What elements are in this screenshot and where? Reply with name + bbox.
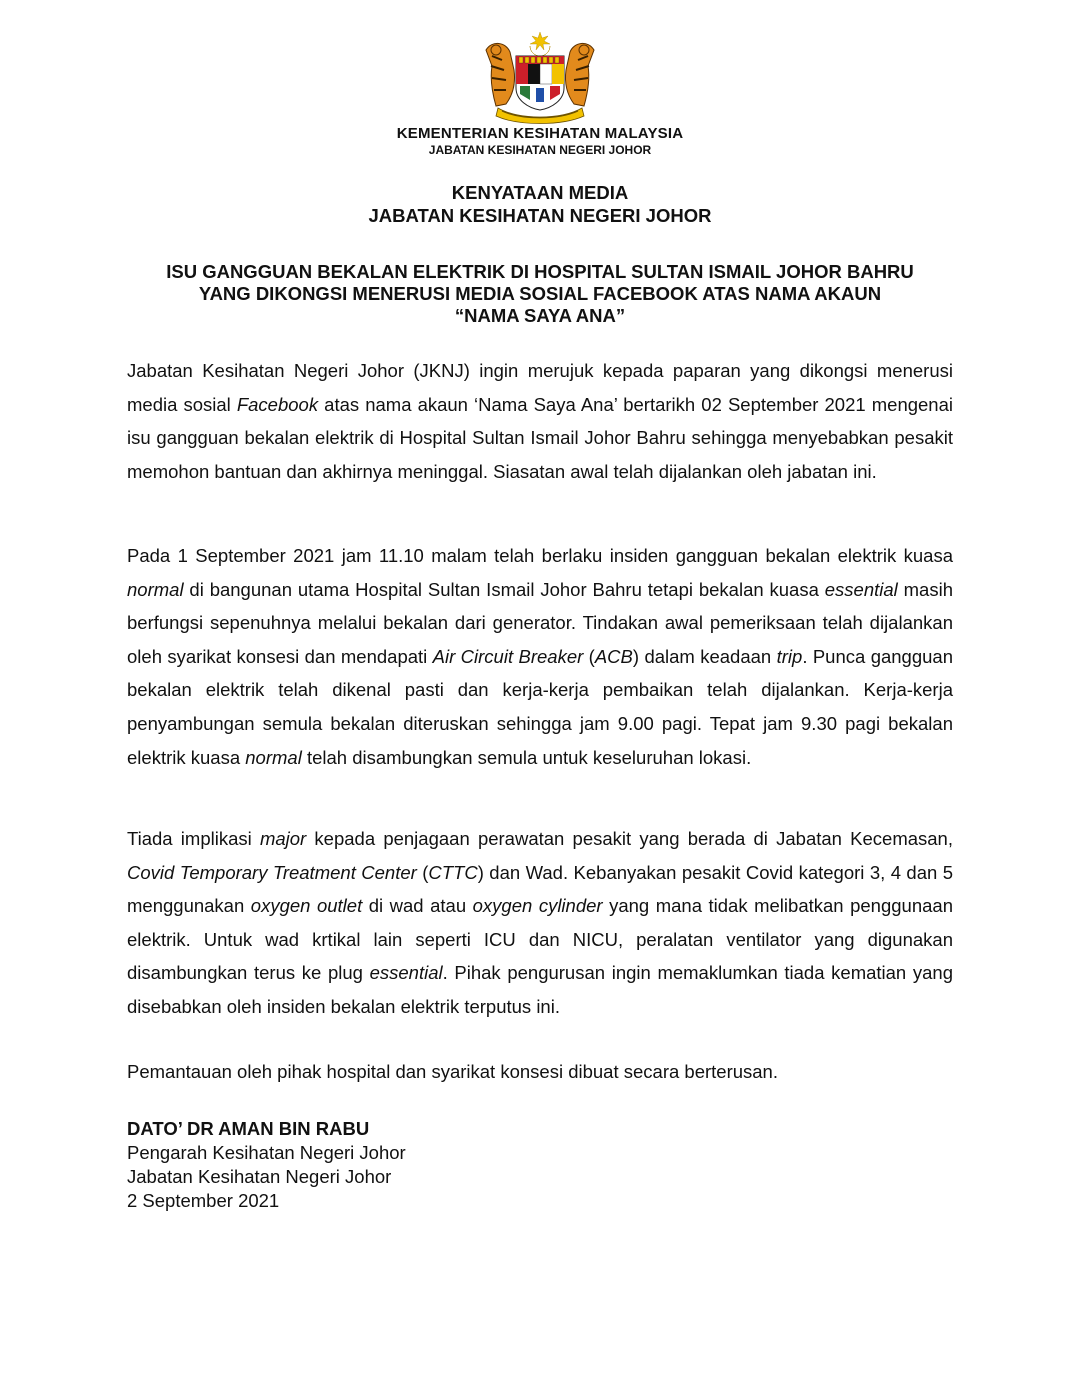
subject-line-3: “NAMA SAYA ANA”	[454, 305, 626, 326]
statement-title: KENYATAAN MEDIA	[451, 182, 629, 203]
ministry-name: KEMENTERIAN KESIHATAN MALAYSIA	[396, 125, 684, 142]
subject-line-2: YANG DIKONGSI MENERUSI MEDIA SOSIAL FACEBOOK ATAS NAMA AKAUN	[198, 283, 882, 304]
signatory-name: DATO’ DR AMAN BIN RABU	[127, 1118, 370, 1139]
signatory-title: Pengarah Kesihatan Negeri Johor	[127, 1142, 406, 1163]
coat-of-arms-logo	[478, 30, 602, 126]
statement-date: 2 September 2021	[127, 1190, 280, 1211]
signature-block	[127, 1117, 406, 1213]
paragraph-3: Tiada implikasi major kepada penjagaan perawatan pesakit yang berada di Jabatan Kecemasan, Covid Temporary Treatment Center (CTTC) dan Wad. Kebanyakan pesakit Covid kategori 3, 4 dan 5 menggunakan oxygen outlet di wad atau oxygen cylinder yang mana tidak melibatkan penggunaan elektrik. Untuk wad krtikal lain seperti ICU dan NICU, peralatan ventilator yang digunakan disambungkan terus ke plug essential. Pihak pengurusan ingin memaklumkan tiada kematian yang disebabkan oleh insiden bekalan elektrik terputus ini.	[127, 828, 953, 1017]
signatory-department: Jabatan Kesihatan Negeri Johor	[127, 1166, 392, 1187]
department-name: JABATAN KESIHATAN NEGERI JOHOR	[428, 143, 652, 157]
paragraph-4: Pemantauan oleh pihak hospital dan syarikat konsesi dibuat secara berterusan.	[127, 1061, 778, 1082]
paragraph-1: Jabatan Kesihatan Negeri Johor (JKNJ) ingin merujuk kepada paparan yang dikongsi menerusi media sosial Facebook atas nama akaun ‘Nama Saya Ana’ bertarikh 02 September 2021 mengenai isu gangguan bekalan elektrik di Hospital Sultan Ismail Johor Bahru sehingga menyebabkan pesakit memohon bantuan dan akhirnya meninggal. Siasatan awal telah dijalankan oleh jabatan ini.	[127, 360, 953, 482]
paragraph-2: Pada 1 September 2021 jam 11.10 malam telah berlaku insiden gangguan bekalan elektrik kuasa normal di bangunan utama Hospital Sultan Ismail Johor Bahru tetapi bekalan kuasa essential masih berfungsi sepenuhnya melalui bekalan dari generator. Tindakan awal pemeriksaan telah dijalankan oleh syarikat konsesi dan mendapati Air Circuit Breaker (ACB) dalam keadaan trip. Punca gangguan bekalan elektrik telah dikenal pasti dan kerja-kerja pembaikan telah dijalankan. Kerja-kerja penyambungan semula bekalan diteruskan sehingga jam 9.00 pagi. Tepat jam 9.30 pagi bekalan elektrik kuasa normal telah disambungkan semula untuk keseluruhan lokasi.	[127, 545, 954, 768]
subject-line-1: ISU GANGGUAN BEKALAN ELEKTRIK DI HOSPITAL SULTAN ISMAIL JOHOR BAHRU	[166, 261, 914, 282]
statement-department: JABATAN KESIHATAN NEGERI JOHOR	[368, 205, 712, 226]
